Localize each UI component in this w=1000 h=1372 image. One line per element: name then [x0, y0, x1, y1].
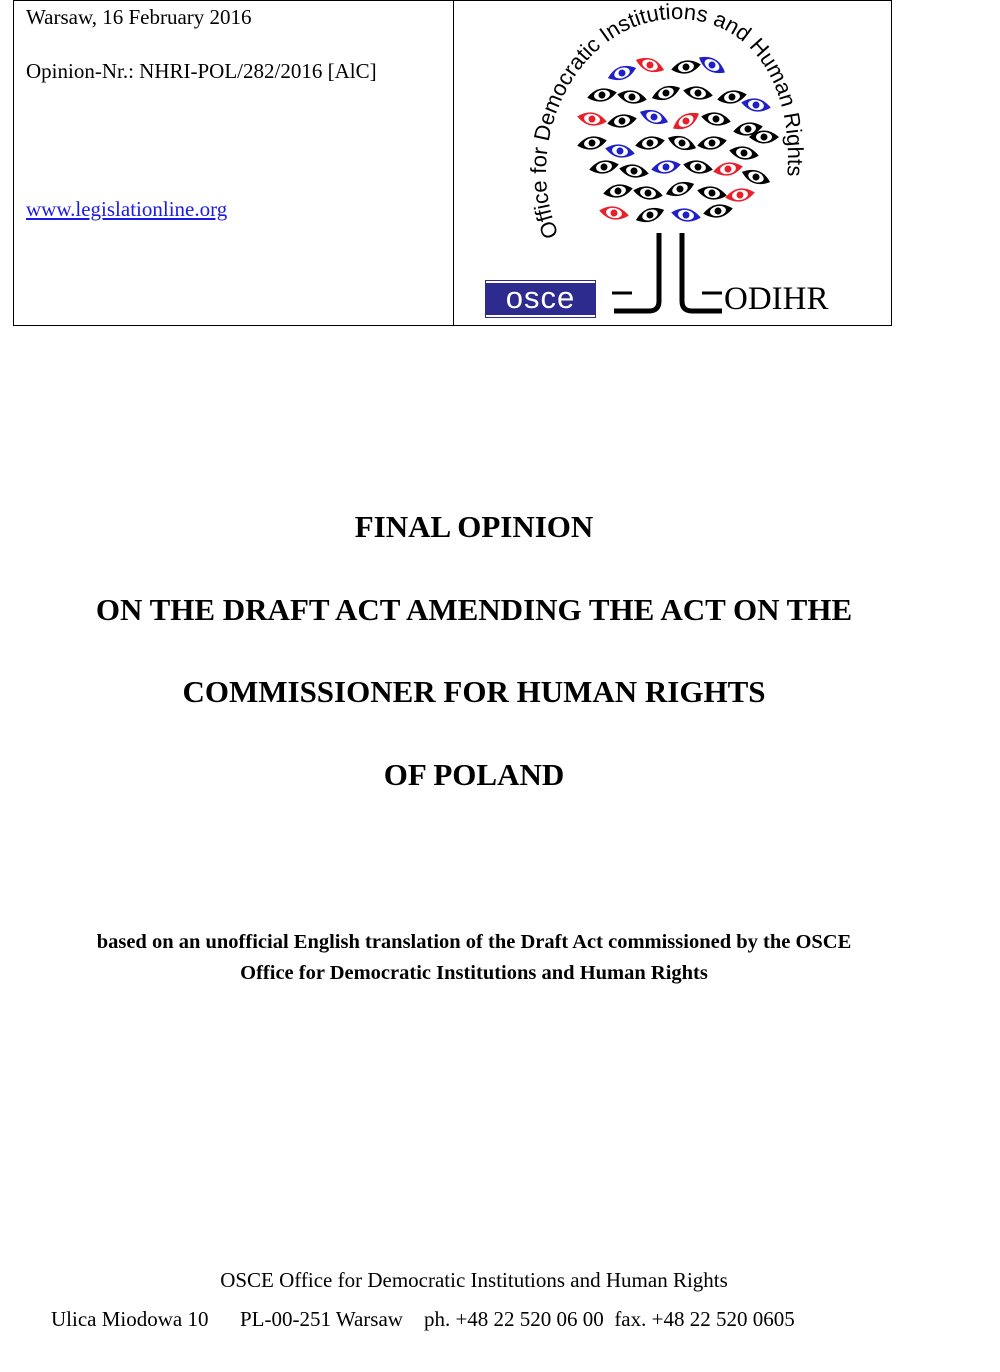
- logo-eye: [670, 108, 702, 134]
- osce-badge: osce: [486, 281, 595, 317]
- tree-of-eyes-icon: [454, 1, 892, 325]
- logo-eye: [632, 184, 664, 202]
- document-date: Warsaw, 16 February 2016: [26, 5, 252, 29]
- logo-eye: [634, 204, 667, 226]
- logo-eye: [650, 82, 683, 104]
- logo-eye: [740, 96, 772, 114]
- subtitle: [0, 927, 948, 989]
- logo-eye: [740, 166, 773, 188]
- logo-eye: [728, 144, 760, 162]
- logo-eye: [724, 186, 756, 204]
- footer-street: Ulica Miodowa 10: [51, 1307, 209, 1331]
- header-info-cell: [14, 1, 454, 325]
- title-line-2: ON THE DRAFT ACT AMENDING THE ACT ON THE: [95, 592, 853, 627]
- footer-city: PL-00-251 Warsaw: [239, 1307, 403, 1331]
- odihr-logo: [454, 1, 891, 325]
- footer-address: [51, 1305, 795, 1333]
- opinion-number: Opinion-Nr.: NHRI-POL/282/2016 [AlC]: [26, 59, 377, 83]
- title-line-1: FINAL OPINION: [354, 509, 594, 544]
- logo-eye: [598, 204, 630, 222]
- logo-eye: [616, 88, 648, 106]
- logo-eye: [638, 106, 671, 128]
- logo-eye: [602, 182, 634, 200]
- header-table: [13, 0, 892, 326]
- logo-eye: [650, 158, 682, 176]
- logo-eye: [696, 52, 728, 78]
- logo-eye: [682, 84, 714, 102]
- logo-eye: [634, 134, 666, 152]
- logo-eye: [696, 134, 728, 152]
- logo-eye: [670, 206, 702, 224]
- logo-eye: [604, 142, 636, 160]
- logo-eye: [696, 184, 728, 202]
- title-line-3: COMMISSIONER FOR HUMAN RIGHTS: [182, 674, 766, 709]
- odihr-label: ODIHR: [724, 281, 829, 317]
- footer-org: OSCE Office for Democratic Institutions and Human Rights: [220, 1268, 728, 1292]
- logo-arc-text: Office for Democratic Institutions and Human Rights: [526, 1, 809, 243]
- logo-eye: [588, 158, 620, 176]
- logo-eye: [664, 178, 697, 200]
- logo-eye: [712, 160, 744, 178]
- subtitle-line-1: based on an unofficial English translation of the Draft Act commissioned by the OSCE: [96, 931, 852, 953]
- subtitle-line-2: Office for Democratic Institutions and Human Rights: [240, 962, 708, 984]
- logo-eye: [576, 134, 608, 152]
- title-line-4: OF POLAND: [383, 757, 565, 792]
- logo-eye: [618, 162, 650, 180]
- footer-phone: ph. +48 22 520 06 00: [423, 1307, 604, 1331]
- logo-eye: [606, 112, 638, 130]
- logo-eye: [586, 86, 618, 104]
- logo-eye: [666, 132, 699, 154]
- logo-eye: [682, 158, 714, 176]
- logo-eye: [702, 202, 734, 220]
- footer-fax: fax. +48 22 520 0605: [614, 1307, 795, 1331]
- logo-eye: [606, 62, 639, 84]
- logo-eye: [670, 58, 702, 76]
- logo-eye: [634, 54, 667, 76]
- logo-eye: [576, 110, 608, 128]
- website-link[interactable]: www.legislationline.org: [26, 197, 228, 221]
- logo-eye: [700, 110, 732, 128]
